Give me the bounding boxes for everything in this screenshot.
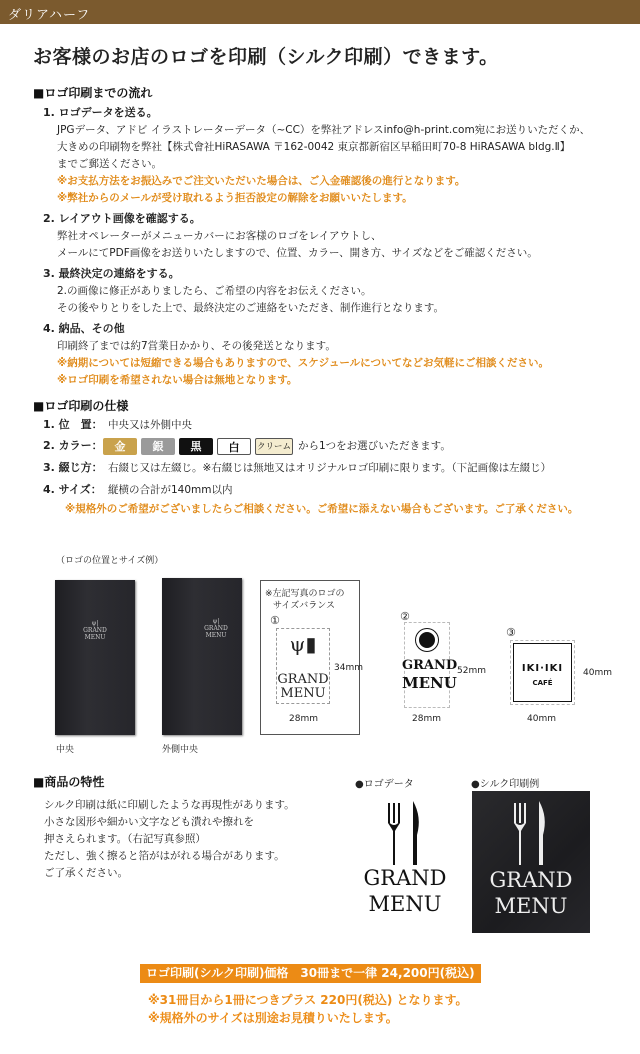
step2-line1: 弊社オペレーターがメニューカバーにお客様のロゴをレイアウトし、 bbox=[57, 230, 382, 242]
step2-line2: メールにてPDF画像をお送りいたしますので、位置、カラー、開き方、サイズなどをご確認ください。 bbox=[57, 247, 538, 259]
step3-title: 3. 最終決定の連絡をする。 bbox=[43, 267, 180, 280]
example1-number: ① bbox=[270, 614, 280, 627]
step3-line2: その後やりとりをした上で、最終決定のご連絡をいただき、制作進行となります。 bbox=[57, 302, 445, 314]
spec-color-label: 2. カラー： bbox=[43, 439, 103, 452]
balance-note-line1: ※左記写真のロゴの bbox=[265, 589, 345, 599]
example2-height: 52mm bbox=[457, 666, 486, 676]
example2-width: 28mm bbox=[412, 714, 441, 724]
logo-data-line1: GRAND bbox=[363, 866, 447, 890]
silk-print-label: ●シルク印刷例 bbox=[471, 779, 540, 790]
spec-size-label: 4. サイズ： bbox=[43, 483, 102, 496]
cover-logo-line1: GRAND bbox=[83, 627, 107, 634]
step1-line3: までご郵送ください。 bbox=[57, 158, 162, 170]
example1-logo-line1: GRAND bbox=[277, 672, 329, 687]
features-section-title: ■商品の特性 bbox=[33, 775, 105, 789]
example1-height: 34mm bbox=[334, 663, 363, 673]
step1-line2: 大きめの印刷物を弊社【株式會社HiRASAWA 〒162-0042 東京都新宿区早稲田町70-8 HiRASAWA bldg.Ⅱ】 bbox=[57, 141, 571, 153]
page-headline: お客様のお店のロゴを印刷（シルク印刷）できます。 bbox=[33, 46, 499, 68]
spec-color-suffix: から1つをお選びいただきます。 bbox=[298, 440, 451, 452]
example3-logo-line2: CAFÉ bbox=[532, 679, 553, 687]
color-swatch-white: 白 bbox=[217, 438, 251, 455]
step4-title: 4. 納品、その他 bbox=[43, 322, 125, 335]
example1-box bbox=[276, 628, 330, 704]
silk-logo-line1: GRAND bbox=[489, 868, 573, 892]
plate-icon bbox=[416, 629, 438, 651]
fork-knife-icon bbox=[472, 791, 590, 869]
step2-title: 2. レイアウト画像を確認する。 bbox=[43, 212, 201, 225]
step4-note2: ※ロゴ印刷を希望されない場合は無地となります。 bbox=[57, 374, 298, 386]
example2-box bbox=[402, 622, 458, 708]
logo-data-label: ●ロゴデータ bbox=[355, 779, 414, 790]
cover-logo-line1: GRAND bbox=[204, 625, 228, 632]
balance-note-line2: サイズバランス bbox=[273, 601, 336, 611]
features-line2: 小さな図形や細かい文字なども潰れや擦れを bbox=[44, 816, 254, 828]
spec-position-value: 中央又は外側中央 bbox=[108, 419, 192, 431]
features-line5: ご了承ください。 bbox=[44, 867, 128, 879]
spec-size-note: ※規格外のご希望がございましたらご相談ください。ご希望に添えない場合もございます。ご了承ください。 bbox=[65, 503, 579, 515]
color-swatch-cream: クリーム bbox=[255, 438, 293, 455]
example3-box bbox=[510, 640, 575, 705]
example3-number: ③ bbox=[506, 626, 516, 639]
color-swatch-silver: 銀 bbox=[141, 438, 175, 455]
example3-height: 40mm bbox=[583, 668, 612, 678]
silk-logo-line2: MENU bbox=[494, 894, 568, 918]
cover-logo-outer bbox=[196, 618, 236, 639]
cover-logo-line2: MENU bbox=[205, 632, 227, 639]
flow-section-title: ■ロゴ印刷までの流れ bbox=[33, 86, 153, 100]
step4-note1: ※納期については短縮できる場合もありますので、スケジュールについてなどお気軽にご相談ください。 bbox=[57, 357, 549, 369]
spec-size-value: 縦横の合計が140mm以内 bbox=[108, 484, 233, 496]
spec-binding-value: 右綴じ又は左綴じ。※右綴じは無地又はオリジナルロゴ印刷に限ります。（下記画像は左綴じ） bbox=[108, 462, 552, 474]
price-note1: ※31冊目から1冊につきプラス 220円(税込) となります。 bbox=[148, 993, 468, 1007]
fork-knife-icon: ψ| bbox=[212, 618, 220, 625]
price-note2: ※規格外のサイズは別途お見積りいたします。 bbox=[148, 1011, 398, 1025]
spec-section-title: ■ロゴ印刷の仕様 bbox=[33, 399, 129, 413]
fork-knife-icon: ψ| bbox=[91, 620, 99, 627]
header-label: ダリアハーフ bbox=[8, 8, 91, 23]
header-bar bbox=[0, 0, 640, 24]
step4-line1: 印刷終了までは約7営業日かかり、その後発送となります。 bbox=[57, 340, 336, 352]
label-outer: 外側中央 bbox=[162, 745, 199, 755]
menu-cover-center bbox=[55, 580, 135, 735]
step1-note2: ※弊社からのメールが受け取れるよう拒否設定の解除をお願いいたします。 bbox=[57, 192, 413, 204]
features-line1: シルク印刷は紙に印刷したような再現性があります。 bbox=[44, 799, 295, 811]
example3-logo-line1: IKI·IKI bbox=[521, 663, 564, 674]
step1-note1: ※お支払方法をお振込みでご注文いただいた場合は、ご入金確認後の進行となります。 bbox=[57, 175, 466, 187]
step1-line1: JPGデータ、アドビ イラストレーターデータ（~CC）を弊社アドレスinfo@h-print.com宛にお送りいただくか、 bbox=[57, 124, 591, 136]
label-center: 中央 bbox=[56, 745, 75, 755]
features-line3: 押さえられます。（右記写真参照） bbox=[44, 833, 206, 845]
example2-logo-line1: GRAND bbox=[402, 658, 458, 673]
spec-position-label: 1. 位 置： bbox=[43, 418, 103, 431]
color-swatch-black: 黒 bbox=[179, 438, 213, 455]
logo-data-line2: MENU bbox=[368, 892, 442, 916]
price-bar: ロゴ印刷(シルク印刷)価格 30冊まで一律 24,200円(税込) bbox=[140, 964, 481, 983]
logo-data-sample bbox=[355, 795, 455, 925]
cover-logo-line2: MENU bbox=[84, 634, 106, 641]
example2-number: ② bbox=[400, 610, 410, 623]
example2-logo-line2: MENU bbox=[402, 674, 457, 692]
silk-print-sample bbox=[472, 791, 590, 933]
fork-knife-icon bbox=[355, 795, 455, 870]
fork-knife-icon: ψ▮ bbox=[289, 632, 317, 656]
step3-line1: 2.の画像に修正がありましたら、ご希望の内容をお伝えください。 bbox=[57, 285, 372, 297]
spec-binding-label: 3. 綴じ方： bbox=[43, 461, 103, 474]
step1-title: 1. ロゴデータを送る。 bbox=[43, 106, 158, 119]
example1-width: 28mm bbox=[289, 714, 318, 724]
example-caption: （ロゴの位置とサイズ例） bbox=[56, 556, 164, 566]
cover-logo-center bbox=[75, 620, 115, 641]
example1-logo-line2: MENU bbox=[280, 686, 326, 701]
example3-width: 40mm bbox=[527, 714, 556, 724]
features-line4: ただし、強く擦ると箔がはがれる場合があります。 bbox=[44, 850, 285, 862]
menu-cover-outer bbox=[162, 578, 242, 735]
color-swatch-gold: 金 bbox=[103, 438, 137, 455]
